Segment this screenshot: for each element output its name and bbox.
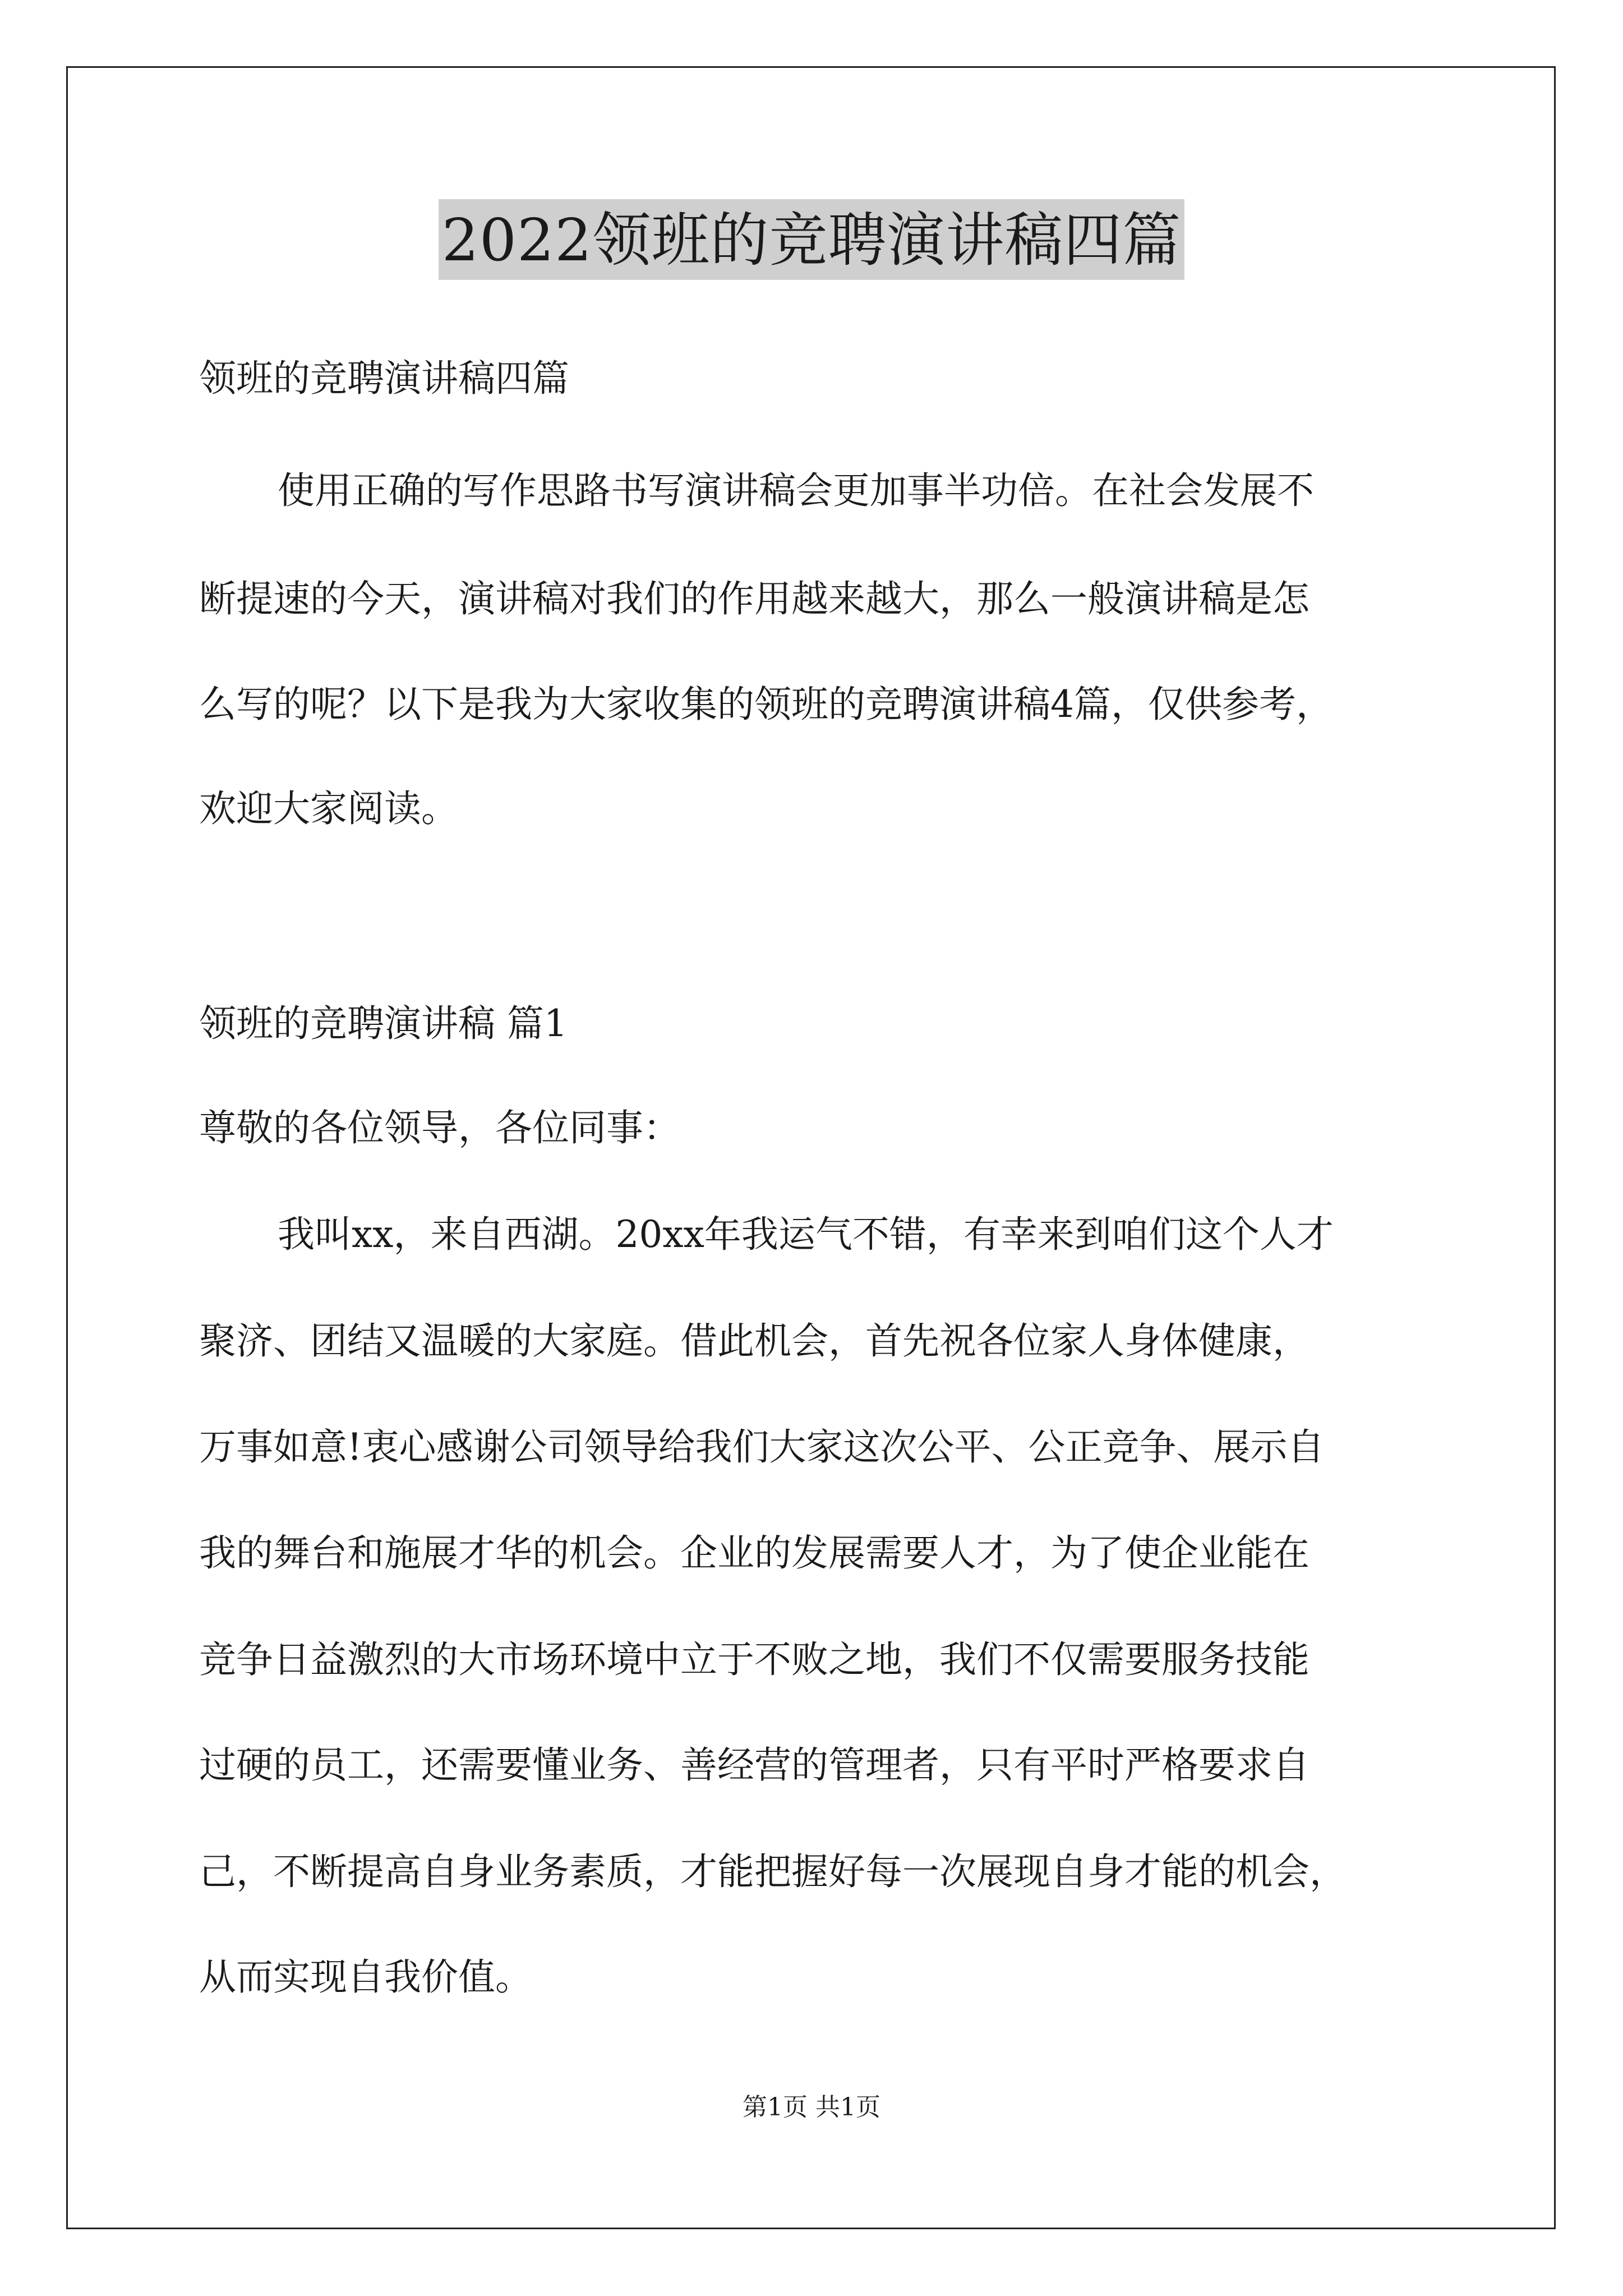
body-line-7: 己，不断提高自身业务素质，才能把握好每一次展现自身才能的机会， [199,1850,1347,1893]
body-line-2: 聚济、团结又温暖的大家庭。借此机会，首先祝各位家人身体健康， [199,1319,1310,1363]
body-line-4: 我的舞台和施展才华的机会。企业的发展需要人才，为了使企业能在 [199,1531,1310,1575]
body-line-8: 从而实现自我价值。 [199,1955,532,1999]
document-title: 2022领班的竞聘演讲稿四篇 [439,199,1185,280]
salutation: 尊敬的各位领导，各位同事： [199,1106,680,1149]
intro-line-2: 断提速的今天，演讲稿对我们的作用越来越大，那么一般演讲稿是怎 [199,577,1310,620]
document-subtitle: 领班的竞聘演讲稿四篇 [199,357,569,400]
section-heading: 领班的竞聘演讲稿 篇1 [199,1002,568,1045]
intro-line-4: 欢迎大家阅读。 [199,787,458,830]
body-line-1: 我叫xx，来自西湖。20xx年我运气不错，有幸来到咱们这个人才 [278,1213,1334,1256]
title-container [0,199,1623,280]
body-line-6: 过硬的员工，还需要懂业务、善经营的管理者，只有平时严格要求自 [199,1743,1310,1787]
body-line-3: 万事如意!衷心感谢公司领导给我们大家这次公平、公正竞争、展示自 [199,1425,1325,1469]
intro-line-3: 么写的呢？以下是我为大家收集的领班的竞聘演讲稿4篇，仅供参考， [199,683,1333,726]
intro-line-1: 使用正确的写作思路书写演讲稿会更加事半功倍。在社会发展不 [278,469,1314,512]
page-footer: 第1页 共1页 [743,2093,880,2122]
body-line-5: 竞争日益激烈的大市场环境中立于不败之地，我们不仅需要服务技能 [199,1638,1310,1681]
